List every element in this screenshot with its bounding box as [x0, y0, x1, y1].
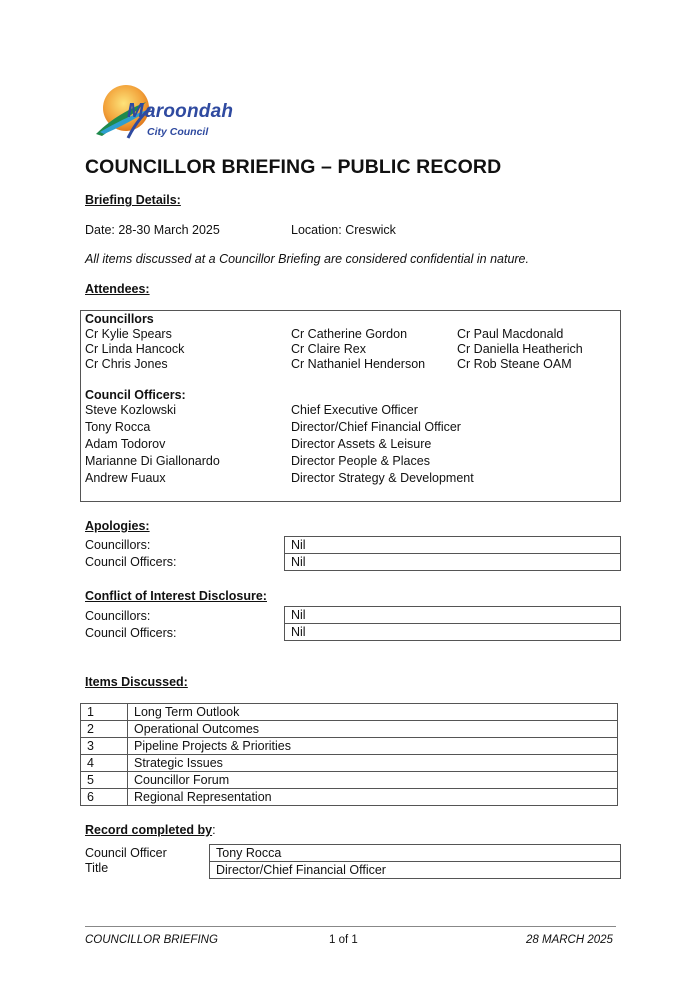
items-table [80, 703, 618, 806]
apologies-value: Nil [285, 554, 621, 571]
record-heading-wrap [85, 823, 216, 837]
item-title: Regional Representation [128, 789, 618, 806]
item-title: Operational Outcomes [128, 721, 618, 738]
record-value: Director/Chief Financial Officer [210, 862, 621, 879]
item-number: 2 [81, 721, 128, 738]
record-table [209, 844, 621, 879]
councillor-name: Cr Kylie Spears [85, 327, 172, 341]
officer-name: Adam Todorov [85, 437, 166, 451]
record-value: Tony Rocca [210, 845, 621, 862]
logo-wordmark: aroondah [145, 101, 234, 122]
record-label: Council Officer [85, 846, 167, 860]
page-title: COUNCILLOR BRIEFING – PUBLIC RECORD [85, 156, 502, 178]
table-row [81, 789, 618, 806]
item-title: Pipeline Projects & Priorities [128, 738, 618, 755]
item-title: Councillor Forum [128, 772, 618, 789]
officer-name: Steve Kozlowski [85, 403, 177, 417]
conflict-table [284, 606, 621, 641]
councillor-name: Cr Daniella Heatherich [457, 342, 583, 356]
officer-role: Chief Executive Officer [291, 403, 418, 417]
table-row [81, 721, 618, 738]
officer-role: Director Strategy & Development [291, 471, 474, 485]
item-number: 3 [81, 738, 128, 755]
conflict-heading: Conflict of Interest Disclosure: [85, 589, 267, 603]
item-number: 6 [81, 789, 128, 806]
record-heading-colon: : [212, 823, 216, 837]
attendees-heading: Attendees: [85, 282, 150, 296]
item-number: 1 [81, 704, 128, 721]
council-officers-heading: Council Officers: [85, 388, 186, 402]
apologies-heading: Apologies: [85, 519, 150, 533]
record-heading: Record completed by [85, 823, 213, 837]
apologies-label: Council Officers: [85, 555, 177, 569]
councillor-name: Cr Paul Macdonald [457, 327, 564, 341]
item-number: 4 [81, 755, 128, 772]
officer-name: Tony Rocca [85, 420, 151, 434]
officer-role: Director People & Places [291, 454, 430, 468]
apologies-label: Councillors: [85, 538, 151, 552]
councillors-heading: Councillors [85, 312, 154, 326]
logo-m-letter: M [127, 100, 144, 122]
footer-left: COUNCILLOR BRIEFING [85, 934, 218, 946]
conflict-label: Council Officers: [85, 626, 177, 640]
table-row [81, 738, 618, 755]
record-label: Title [85, 861, 109, 875]
officer-role: Director Assets & Leisure [291, 437, 432, 451]
officer-role: Director/Chief Financial Officer [291, 420, 461, 434]
officer-name: Andrew Fuaux [85, 471, 166, 485]
councillor-name: Cr Nathaniel Henderson [291, 357, 426, 371]
councillor-name: Cr Claire Rex [291, 342, 367, 356]
conflict-value: Nil [285, 624, 621, 641]
items-heading: Items Discussed: [85, 675, 188, 689]
apologies-value: Nil [285, 537, 621, 554]
item-number: 5 [81, 772, 128, 789]
footer-page-number: 1 of 1 [329, 934, 358, 946]
briefing-location: Location: Creswick [291, 223, 396, 237]
footer-date: 28 MARCH 2025 [526, 934, 613, 946]
table-row [81, 704, 618, 721]
councillor-name: Cr Rob Steane OAM [457, 357, 572, 371]
logo-subtitle: City Council [147, 126, 209, 138]
item-title: Long Term Outlook [128, 704, 618, 721]
apologies-table [284, 536, 621, 571]
councillor-name: Cr Linda Hancock [85, 342, 185, 356]
briefing-details-heading: Briefing Details: [85, 193, 181, 207]
item-title: Strategic Issues [128, 755, 618, 772]
confidential-note: All items discussed at a Councillor Briefing are considered confidential in nature. [85, 252, 529, 266]
conflict-value: Nil [285, 607, 621, 624]
councillor-name: Cr Catherine Gordon [291, 327, 408, 341]
table-row [81, 772, 618, 789]
table-row [81, 755, 618, 772]
footer-divider [85, 926, 616, 927]
officer-name: Marianne Di Giallonardo [85, 454, 220, 468]
briefing-date: Date: 28-30 March 2025 [85, 223, 220, 237]
councillor-name: Cr Chris Jones [85, 357, 168, 371]
conflict-label: Councillors: [85, 609, 151, 623]
